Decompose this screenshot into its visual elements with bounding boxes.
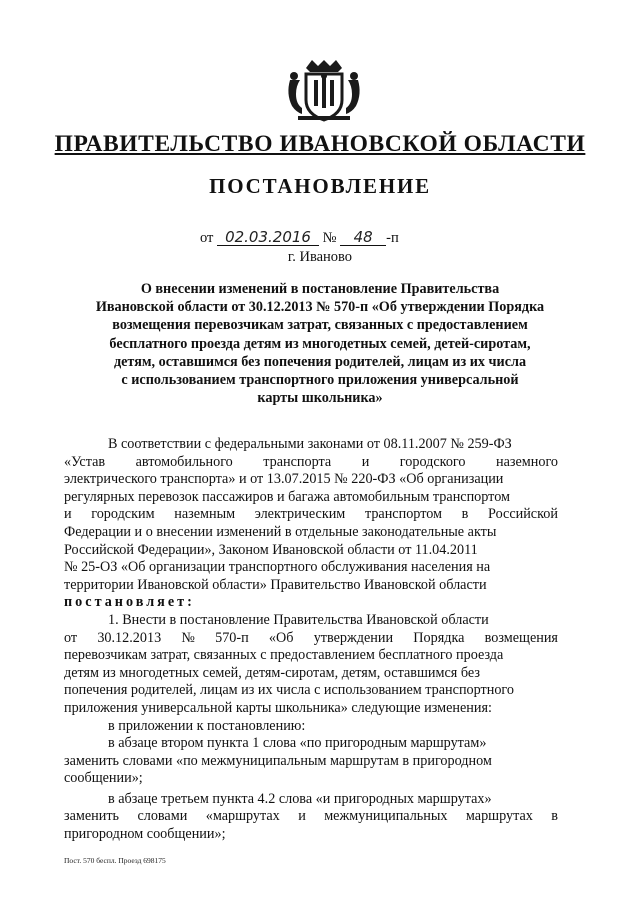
title-line: бесплатного проезда детям из многодетных семей, детей-сиротам, xyxy=(109,335,531,352)
date-number-line xyxy=(200,229,399,247)
resolution-title xyxy=(46,280,594,407)
body-line: заменить словами «по межмуниципальным маршрутам в пригородном xyxy=(64,752,492,769)
body-line-justified: «Устав автомобильного транспорта и городского наземного xyxy=(64,453,558,470)
body-line: в абзаце втором пункта 1 слова «по пригородным маршрутам» xyxy=(108,735,487,752)
coat-of-arms-icon xyxy=(284,60,364,124)
body-line-justified: от 30.12.2013 № 570-п «Об утверждении Порядка возмещения xyxy=(64,629,558,646)
body-line: территории Ивановской области» Правительство Ивановской области xyxy=(64,576,487,593)
body-line-justified: и городским наземным электрическим транспортом в Российской xyxy=(64,506,558,523)
body-line-justified: заменить словами «маршрутах и межмуниципальных маршрутах в xyxy=(64,808,558,825)
title-line: детям, оставшимся без попечения родителей, лицам из их числа xyxy=(113,353,527,370)
body-line: детям из многодетных семей, детям-сиротам, детям, оставшимся без xyxy=(64,664,480,681)
body-line: перевозчикам затрат, связанных с предоставлением бесплатного проезда xyxy=(64,647,504,664)
city: г. Иваново xyxy=(287,249,353,265)
number-suffix: -п xyxy=(386,230,399,246)
body-line: 1. Внести в постановление Правительства Ивановской области xyxy=(108,611,489,628)
document-type: ПОСТАНОВЛЕНИЕ xyxy=(209,174,431,198)
title-line: с использованием транспортного приложения универсальной xyxy=(121,372,519,389)
body-line: в абзаце третьем пункта 4.2 слова «и пригородных маршрутах» xyxy=(108,790,492,807)
footer-note: Пост. 570 беспл. Проезд 698175 xyxy=(64,856,166,865)
body-line: Федерации и о внесении изменений в отдельные законодательные акты xyxy=(64,523,497,540)
title-line: О внесении изменений в постановление Правительства xyxy=(140,281,500,297)
resolves-word: постановляет: xyxy=(64,594,195,611)
title-line: карты школьника» xyxy=(257,390,383,407)
date-prefix: от xyxy=(200,230,214,246)
body-line: регулярных перевозок пассажиров и багажа автомобильным транспортом xyxy=(64,488,510,505)
body-line: сообщении»; xyxy=(64,770,143,787)
body-line: В соответствии с федеральными законами от 08.11.2007 № 259-ФЗ xyxy=(108,436,512,452)
body-line: попечения родителей, лицам из их числа с использованием транспортного xyxy=(64,682,514,699)
body-line: Российской Федерации», Законом Ивановской области от 11.04.2011 xyxy=(64,541,478,558)
body-line: электрического транспорта» и от 13.07.2015 № 220-ФЗ «Об организации xyxy=(64,471,504,488)
title-line: возмещения перевозчикам затрат, связанных с предоставлением xyxy=(112,317,528,334)
body-line: пригородном сообщении»; xyxy=(64,826,226,843)
resolution-body xyxy=(64,436,558,844)
government-title: ПРАВИТЕЛЬСТВО ИВАНОВСКОЙ ОБЛАСТИ xyxy=(54,131,586,157)
handwritten-number: 48 xyxy=(340,229,386,246)
body-line: № 25-ОЗ «Об организации транспортного обслуживания населения на xyxy=(64,559,491,576)
body-line: в приложении к постановлению: xyxy=(108,717,306,734)
title-line: Ивановской области от 30.12.2013 № 570-п «Об утверждении Порядка xyxy=(95,299,545,316)
body-line: приложения универсальной карты школьника» следующие изменения: xyxy=(64,699,492,716)
handwritten-date: 02.03.2016 xyxy=(217,229,319,246)
number-sign: № xyxy=(322,230,337,246)
